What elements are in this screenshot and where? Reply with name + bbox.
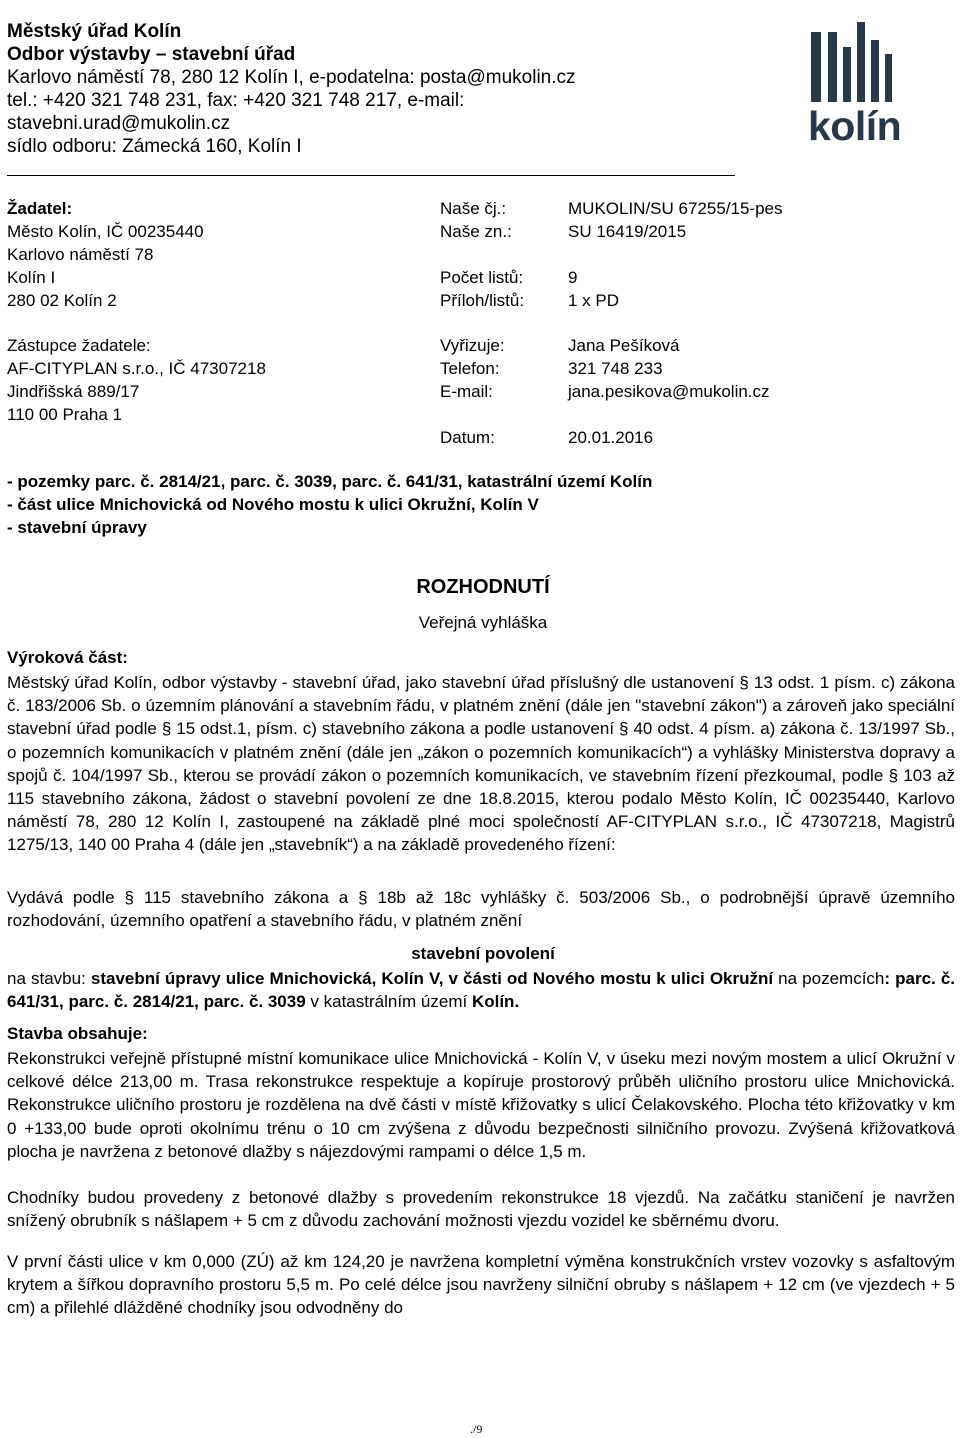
office-phone: tel.: +420 321 748 231, fax: +420 321 748 217, e-mail: [7,90,465,111]
ref-label: Naše zn.: [440,222,512,241]
permit-text: Kolín. [471,992,520,1012]
subject-line: - stavební úpravy [7,518,147,537]
representative-line: Jindřišská 889/17 [7,382,140,401]
subject-line: - pozemky parc. č. 2814/21, parc. č. 3039, parc. č. 641/31, katastrální území Kolín [7,472,653,491]
ref-value: 1 x PD [568,291,620,310]
verdict-heading: Výroková část: [7,648,128,667]
department-name: Odbor výstavby – stavební úřad [7,44,296,65]
applicant-line: Kolín I [7,268,56,287]
office-address: Karlovo náměstí 78, 280 12 Kolín I, e-podatelna: posta@mukolin.cz [7,67,576,88]
applicant-line: 280 02 Kolín 2 [7,291,117,310]
kolin-emblem-icon [805,22,905,102]
contents-paragraph: V první části ulice v km 0,000 (ZÚ) až km 124,20 je navržena kompletní výměna konstrukčních vrstev vozovky s asfaltovým krytem a šířkou dopravního prostoru 5,5 m. Po celé délce jsou navrženy silniční obruby s nášlapem + 12 cm (ve vjezdech + 5 cm) a přilehlé dlážděné chodníky jsou odvodněny do [7,1252,955,1318]
ref-label: Vyřizuje: [440,336,505,355]
contents-heading: Stavba obsahuje: [7,1024,148,1043]
permit-text: na pozemcích [773,969,885,988]
ref-label: Počet listů: [440,268,524,287]
ref-label: Telefon: [440,359,500,378]
applicant-line: Město Kolín, IČ 00235440 [7,222,204,241]
applicant-label: Žadatel: [7,199,73,218]
permit-paragraph [7,967,955,1013]
ref-value: 321 748 233 [568,359,663,378]
office-email: stavebni.urad@mukolin.cz [7,113,231,134]
representative-line: 110 00 Praha 1 [7,405,122,424]
permit-title: stavební povolení [411,944,555,963]
permit-text: : parc. č. 641/31, parc. č. 2814/21, parc. č. 3039 [7,969,955,1012]
office-seat: sídlo odboru: Zámecká 160, Kolín I [7,136,302,157]
ref-value: Jana Pešíková [568,336,680,355]
ref-label: Naše čj.: [440,199,507,218]
permit-text: v katastrálním území [305,992,472,1012]
ref-label: Příloh/listů: [440,291,525,310]
decision-subtitle: Veřejná vyhláška [418,613,548,632]
ref-value: MUKOLIN/SU 67255/15-pes [568,199,783,218]
header-rule [7,175,735,176]
contents-paragraph: Rekonstrukci veřejně přístupné místní komunikace ulice Mnichovická - Kolín V, v úseku mezi novým mostem a ulicí Okružní v celkové délce 213,00 m. Trasa rekonstrukce respektuje a kopíruje prostorový průběh uličního prostoru ulice Mnichovická. Rekonstrukce uličního prostoru je rozdělena na dvě části v místě křižovatky s ulicí Čelakovského. Plocha této křižovatky v km 0 +133,00 bude oproti okolnímu trénu o 10 cm zvýšena z důvodu bezpečnosti silničního provozu. Zvýšená křižovatková plocha je navržena z betonové dlažby s nájezdovými rampami o délce 1,5 m. [7,1049,955,1161]
representative-line: AF-CITYPLAN s.r.o., IČ 47307218 [7,359,266,378]
decision-title: ROZHODNUTÍ [416,576,550,598]
office-name: Městský úřad Kolín [7,21,182,42]
verdict-paragraph: Městský úřad Kolín, odbor výstavby - stavební úřad, jako stavební úřad příslušný dle ustanovení § 13 odst. 1 písm. c) zákona č. 183/2006 Sb. o územním plánování a stavebním řádu, v platném znění (dále jen "stavební zákon") a zároveň jako speciální stavební úřad podle § 15 odst.1, písm. c) stavebního zákona a podle ustanovení § 40 odst. 4 písm. a) zákona č. 13/1997 Sb., o pozemních komunikacích v platném znění (dále jen „zákon o pozemních komunikacích“) a vyhlášky Ministerstva dopravy a spojů č. 104/1997 Sb., kterou se provádí zákon o pozemních komunikacích, ve stavebním řízení přezkoumal, podle § 103 až 115 stavebního zákona, žádost o stavební povolení ze dne 18.8.2015, kterou podalo Město Kolín, IČ 00235440, Karlovo náměstí 78, 280 12 Kolín I, zastoupené na základě plné moci společností AF-CITYPLAN s.r.o., IČ 47307218, Magistrů 1275/13, 140 00 Praha 4 (dále jen „stavebník“) a na základě provedeného řízení: [7,673,955,855]
kolin-logo-text: kolín [808,103,902,149]
contents-paragraph: Chodníky budou provedeny z betonové dlažby s provedením rekonstrukce 18 vjezdů. Na začátku staničení je navržen snížený obrubník s nášlapem + 5 cm z důvodu zachování možnosti vjezdu vozidel ke sběrnému dvoru. [7,1188,955,1231]
ref-label: E-mail: [440,382,493,401]
representative-label: Zástupce žadatele: [7,336,151,355]
verdict-paragraph: Vydává podle § 115 stavebního zákona a § 18b až 18c vyhlášky č. 503/2006 Sb., o podrobnější úpravě územního rozhodování, územního opatření a stavebního řádu, v platném znění [7,888,955,931]
page-indicator: ./9 [470,1422,483,1436]
ref-value: 20.01.2016 [568,428,654,447]
permit-text: stavební úpravy ulice Mnichovická, Kolín V, v části od Nového mostu k ulici Okružní [90,969,774,988]
subject-line: - část ulice Mnichovická od Nového mostu k ulici Okružní, Kolín V [7,495,539,514]
ref-value: SU 16419/2015 [568,222,687,241]
ref-label: Datum: [440,428,495,447]
permit-text: na stavbu: [7,969,91,988]
ref-value: 9 [568,268,578,287]
ref-value: jana.pesikova@mukolin.cz [568,382,770,401]
applicant-line: Karlovo náměstí 78 [7,245,154,264]
